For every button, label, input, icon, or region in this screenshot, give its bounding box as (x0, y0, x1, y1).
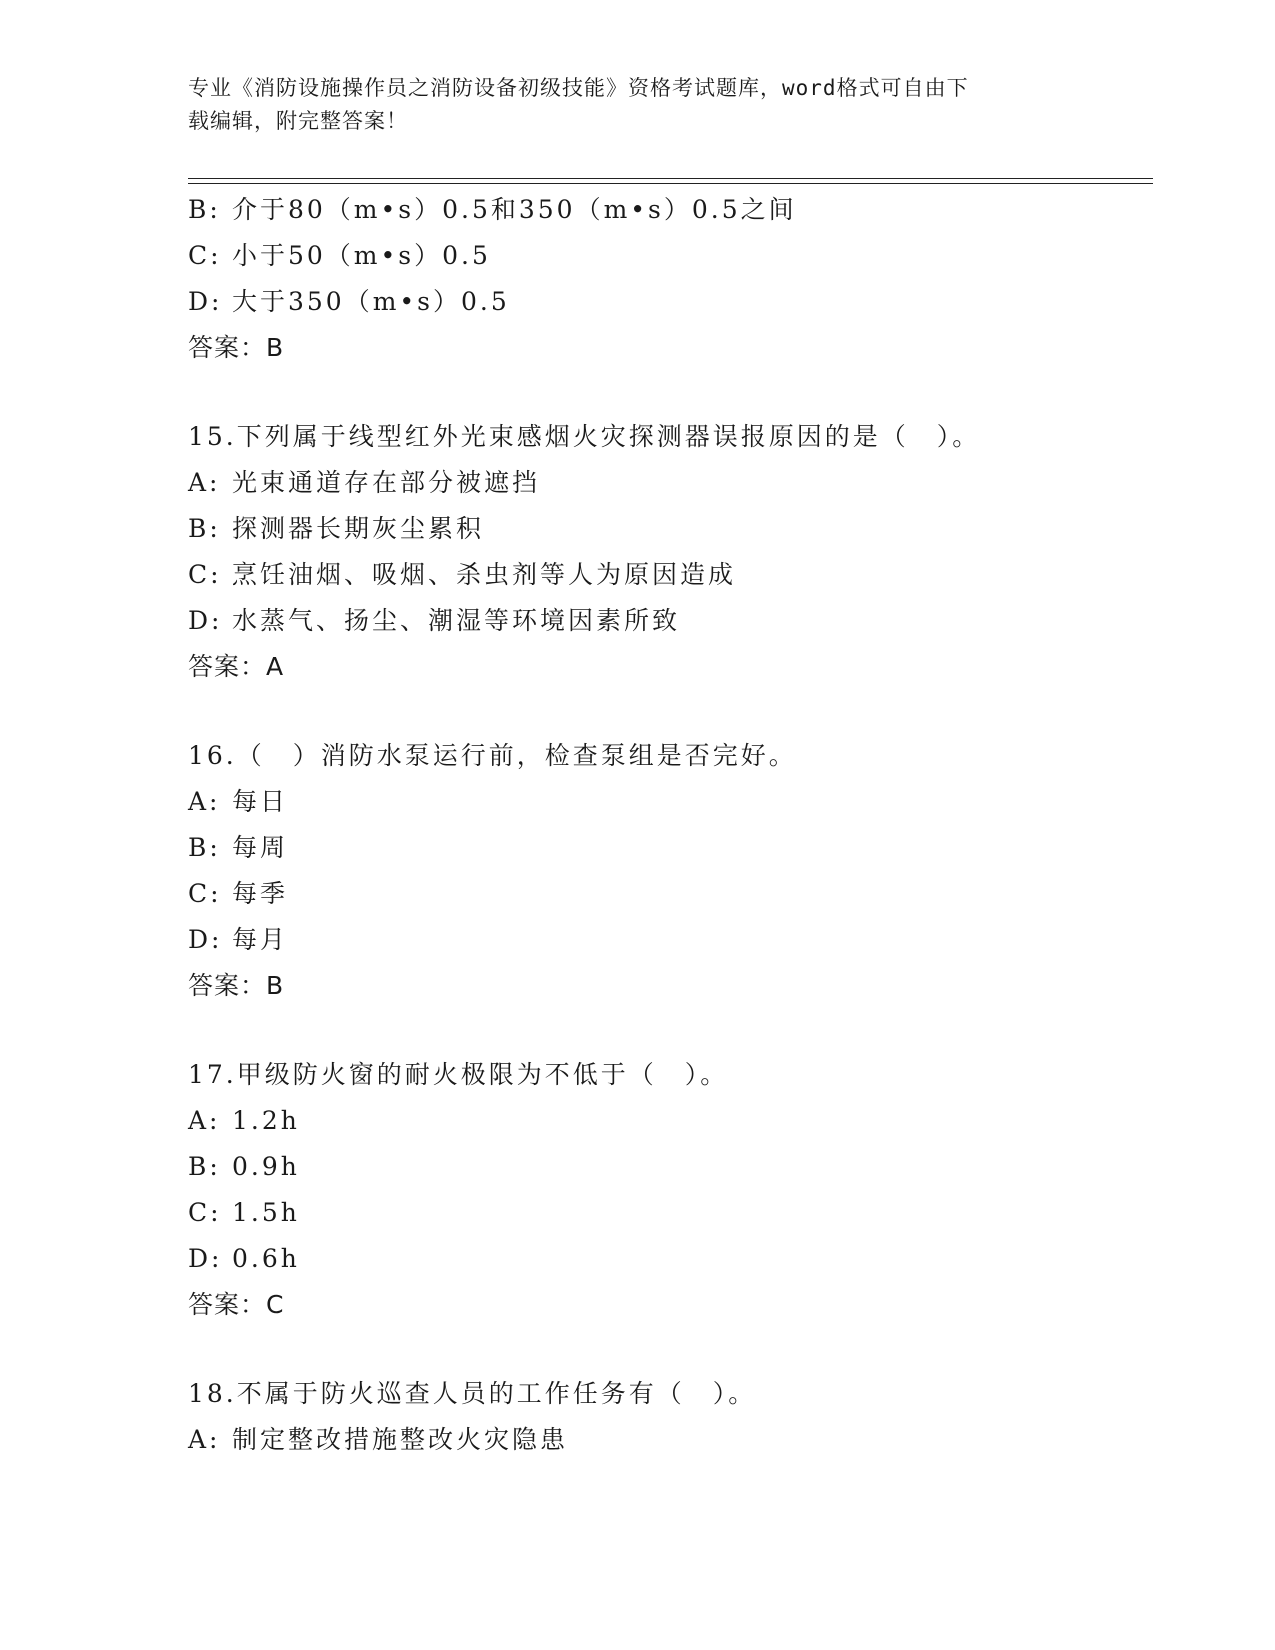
option-row (188, 779, 1148, 825)
option-text: 小于50（m•s）0.5 (232, 241, 491, 270)
option-prefix: D: (188, 925, 223, 954)
option-row (188, 1236, 1148, 1282)
option-row (188, 279, 1148, 325)
option-prefix: A: (188, 1106, 221, 1135)
answer-line: 答案：B (188, 333, 285, 362)
option-text: 大于350（m•s）0.5 (232, 287, 510, 316)
answer-line: 答案：C (188, 1290, 285, 1319)
option-prefix: B: (188, 195, 221, 224)
option-prefix: A: (188, 1425, 221, 1454)
option-row (188, 1098, 1148, 1144)
option-text: 1.5h (232, 1198, 300, 1227)
question-block (188, 733, 1148, 1009)
option-prefix: B: (188, 1152, 221, 1181)
option-prefix: D: (188, 606, 223, 635)
question-text: 18.不属于防火巡查人员的工作任务有（ ）。 (188, 1379, 757, 1408)
option-row (188, 552, 1148, 598)
document-header (188, 72, 1088, 138)
option-text: 1.2h (232, 1106, 300, 1135)
option-text: 水蒸气、扬尘、潮湿等环境因素所致 (232, 606, 681, 635)
option-prefix: B: (188, 514, 221, 543)
question-text: 15.下列属于线型红外光束感烟火灾探测器误报原因的是（ ）。 (188, 422, 981, 451)
spacer (188, 1328, 1148, 1371)
option-row (188, 871, 1148, 917)
question-list (188, 187, 1148, 1463)
option-row (188, 917, 1148, 963)
option-row (188, 825, 1148, 871)
answer-line: 答案：A (188, 652, 285, 681)
question-text: 17.甲级防火窗的耐火极限为不低于（ ）。 (188, 1060, 729, 1089)
option-text: 0.9h (232, 1152, 300, 1181)
header-divider-top (188, 178, 1153, 179)
option-text: 每月 (232, 925, 289, 954)
option-text: 探测器长期灰尘累积 (232, 514, 485, 543)
option-text: 烹饪油烟、吸烟、杀虫剂等人为原因造成 (232, 560, 737, 589)
answer-line: 答案：B (188, 971, 285, 1000)
spacer (188, 690, 1148, 733)
option-prefix: D: (188, 1244, 223, 1273)
option-prefix: C: (188, 1198, 222, 1227)
question-block (188, 414, 1148, 690)
option-prefix: C: (188, 879, 222, 908)
option-row (188, 460, 1148, 506)
spacer (188, 1009, 1148, 1052)
option-prefix: A: (188, 468, 221, 497)
question-block (188, 1371, 1148, 1463)
spacer (188, 371, 1148, 414)
option-row (188, 506, 1148, 552)
option-prefix: B: (188, 833, 221, 862)
option-row (188, 598, 1148, 644)
question-block (188, 1052, 1148, 1328)
carryover-block (188, 187, 1148, 371)
option-text: 光束通道存在部分被遮挡 (232, 468, 541, 497)
option-prefix: C: (188, 241, 222, 270)
option-row (188, 1144, 1148, 1190)
option-row (188, 233, 1148, 279)
option-text: 每周 (232, 833, 289, 862)
option-text: 每季 (232, 879, 289, 908)
option-row (188, 187, 1148, 233)
header-divider-bottom (188, 183, 1153, 184)
option-text: 制定整改措施整改火灾隐患 (232, 1425, 569, 1454)
option-text: 0.6h (232, 1244, 300, 1273)
option-prefix: D: (188, 287, 223, 316)
header-line-2: 载编辑，附完整答案！ (188, 109, 408, 133)
header-line-1: 专业《消防设施操作员之消防设备初级技能》资格考试题库，word格式可自由下 (188, 76, 969, 100)
option-prefix: C: (188, 560, 222, 589)
option-text: 每日 (232, 787, 289, 816)
question-text: 16.（ ）消防水泵运行前，检查泵组是否完好。 (188, 741, 797, 770)
option-row (188, 1417, 1148, 1463)
option-row (188, 1190, 1148, 1236)
option-text: 介于80（m•s）0.5和350（m•s）0.5之间 (232, 195, 797, 224)
option-prefix: A: (188, 787, 221, 816)
